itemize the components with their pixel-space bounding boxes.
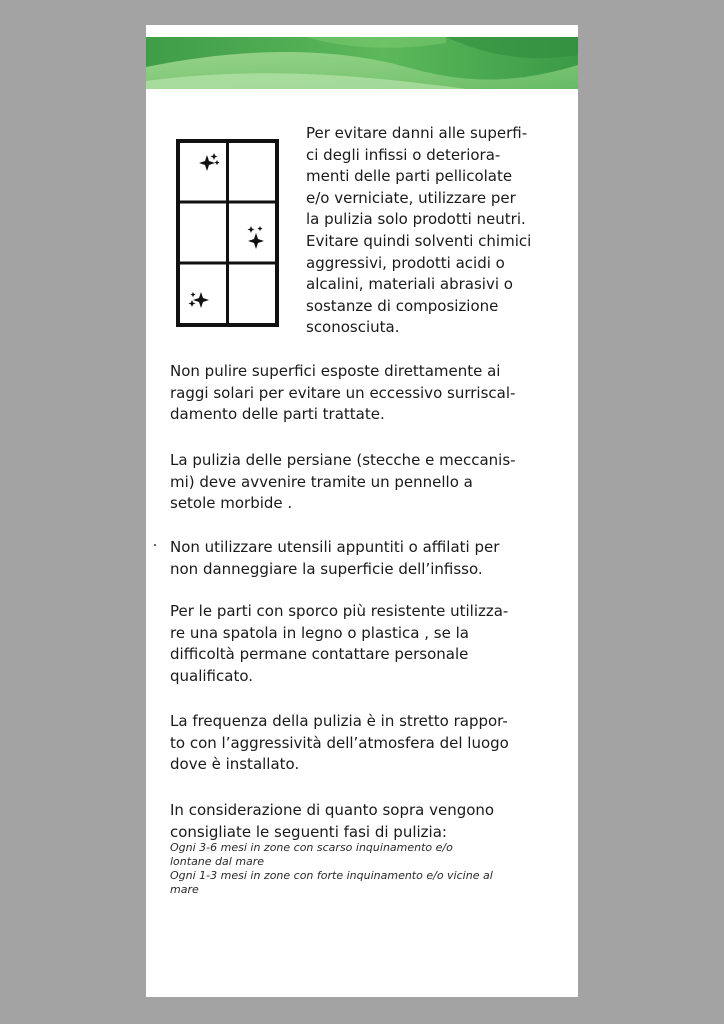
print-speck — [154, 544, 156, 546]
paragraph-stubborn-dirt: Per le parti con sporco più resistente utilizza- re una spatola in legno o plastica , se la difficoltà permane contattare personale qualificato. — [170, 602, 509, 685]
green-header-banner — [146, 37, 578, 89]
cleaning-schedule-notes: Ogni 3-6 mesi in zone con scarso inquinamento e/o lontane dal mare Ogni 1-3 mesi in zone con forte inquinamento e/o vicine al mare — [170, 841, 493, 896]
window-with-sparkles-icon — [176, 139, 279, 327]
paragraph-frequency: La frequenza della pulizia è in stretto rappor- to con l’aggressività dell’atmosfera del luogo dove è installato. — [170, 712, 509, 774]
intro-paragraph: Per evitare danni alle superfi- ci degli infissi o deteriora- menti delle parti pellicolate e/o verniciate, utilizzare per la pulizia solo prodotti neutri. Evitare quindi solventi chimici aggressivi, prodotti acidi o alcalini, materiali abrasivi o sostanze di composizione sconosciuta. — [306, 124, 532, 337]
banner-graphic — [146, 37, 578, 89]
paragraph-cleaning-phases: In considerazione di quanto sopra vengono consigliate le seguenti fasi di pulizia: — [170, 801, 495, 841]
brochure-page — [146, 25, 578, 997]
paragraph-sun-exposure: Non pulire superfici esposte direttamente ai raggi solari per evitare un eccessivo surriscal- damento delle parti trattate. — [170, 362, 516, 424]
paragraph-shutters: La pulizia delle persiane (stecche e meccanis- mi) deve avvenire tramite un pennello a setole morbide . — [170, 451, 516, 513]
paragraph-sharp-tools: Non utilizzare utensili appuntiti o affilati per non danneggiare la superficie dell’infisso. — [170, 538, 500, 578]
